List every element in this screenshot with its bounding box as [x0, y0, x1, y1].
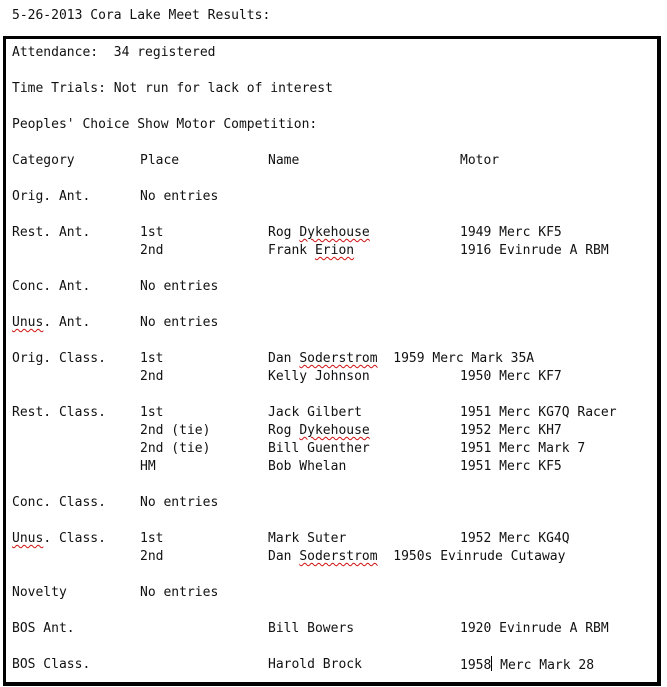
first-name: Dan: [268, 549, 292, 564]
result-name: [268, 224, 370, 242]
result-motor: 1951 Merc KF5: [460, 459, 562, 474]
first-name: Frank: [268, 243, 308, 258]
result-motor: 1949 Merc KF5: [460, 225, 562, 240]
result-place: 2nd (tie): [140, 441, 211, 456]
misspelled-word[interactable]: Erion: [314, 243, 355, 258]
result-name: [268, 242, 354, 260]
result-name: Harold Brock: [268, 657, 362, 672]
category-bos-ant: BOS Ant.: [12, 621, 75, 636]
page-title: 5-26-2013 Cora Lake Meet Results:: [12, 8, 271, 23]
result-place: 1st: [140, 351, 164, 366]
result-name: [268, 422, 370, 440]
result-place: 1st: [140, 405, 164, 420]
no-entries-text: No entries: [140, 315, 219, 330]
result-name: Bill Bowers: [268, 621, 355, 636]
result-name: Bill Guenther: [268, 441, 370, 456]
misspelled-word[interactable]: Dykehouse: [299, 423, 370, 438]
misspelled-word[interactable]: Soderstrom: [299, 549, 378, 564]
header-motor: Motor: [460, 153, 500, 168]
category-suffix: . Class.: [43, 531, 106, 546]
result-motor: 1951 Merc Mark 7: [460, 441, 586, 456]
category-conc-class: Conc. Class.: [12, 495, 106, 510]
category-suffix: . Ant.: [43, 315, 91, 330]
no-entries-text: No entries: [140, 189, 219, 204]
result-motor: 1920 Evinrude A RBM: [460, 621, 609, 636]
misspelled-word[interactable]: Soderstrom: [299, 351, 378, 366]
result-place: HM: [140, 459, 156, 474]
first-name: Rog: [268, 225, 292, 240]
header-name: Name: [268, 153, 300, 168]
category-rest-class: Rest. Class.: [12, 405, 106, 420]
result-place: 2nd: [140, 243, 164, 258]
result-motor: 1951 Merc KG7Q Racer: [460, 405, 617, 420]
motor-year: 1958: [460, 658, 492, 673]
misspelled-word[interactable]: Unus: [12, 315, 44, 330]
result-motor: 1952 Merc KG4Q: [460, 531, 570, 546]
no-entries-text: No entries: [140, 585, 219, 600]
result-motor: 1959 Merc Mark 35A: [393, 351, 535, 366]
result-name-motor: [268, 350, 534, 368]
result-place: 1st: [140, 531, 164, 546]
category-orig-class: Orig. Class.: [12, 351, 106, 366]
time-trials-line: Time Trials: Not run for lack of interest: [12, 81, 333, 96]
document-text-area[interactable]: [3, 36, 661, 686]
no-entries-text: No entries: [140, 279, 219, 294]
category-orig-ant: Orig. Ant.: [12, 189, 91, 204]
attendance-line: Attendance: 34 registered: [12, 45, 216, 60]
result-motor: 1950s Evinrude Cutaway: [393, 549, 566, 564]
result-name: Mark Suter: [268, 531, 347, 546]
result-motor: 1952 Merc KH7: [460, 423, 562, 438]
category-conc-ant: Conc. Ant.: [12, 279, 91, 294]
result-place: 2nd: [140, 369, 164, 384]
motor-description: Merc Mark 28: [492, 658, 595, 673]
result-motor: [460, 656, 594, 675]
result-name: Kelly Johnson: [268, 369, 370, 384]
result-name: Jack Gilbert: [268, 405, 362, 420]
category-unus-class: [12, 530, 106, 548]
misspelled-word[interactable]: Unus: [12, 531, 44, 546]
competition-heading: Peoples' Choice Show Motor Competition:: [12, 117, 318, 132]
result-name-motor: [268, 548, 565, 566]
result-name: Bob Whelan: [268, 459, 347, 474]
result-place: 2nd (tie): [140, 423, 211, 438]
first-name: Rog: [268, 423, 292, 438]
category-novelty: Novelty: [12, 585, 67, 600]
result-motor: 1950 Merc KF7: [460, 369, 562, 384]
category-rest-ant: Rest. Ant.: [12, 225, 91, 240]
no-entries-text: No entries: [140, 495, 219, 510]
result-place: 1st: [140, 225, 164, 240]
header-category: Category: [12, 153, 75, 168]
misspelled-word[interactable]: Dykehouse: [299, 225, 370, 240]
result-place: 2nd: [140, 549, 164, 564]
category-bos-class: BOS Class.: [12, 657, 91, 672]
header-place: Place: [140, 153, 180, 168]
first-name: Dan: [268, 351, 292, 366]
result-motor: 1916 Evinrude A RBM: [460, 243, 609, 258]
category-unus-ant: [12, 314, 90, 332]
